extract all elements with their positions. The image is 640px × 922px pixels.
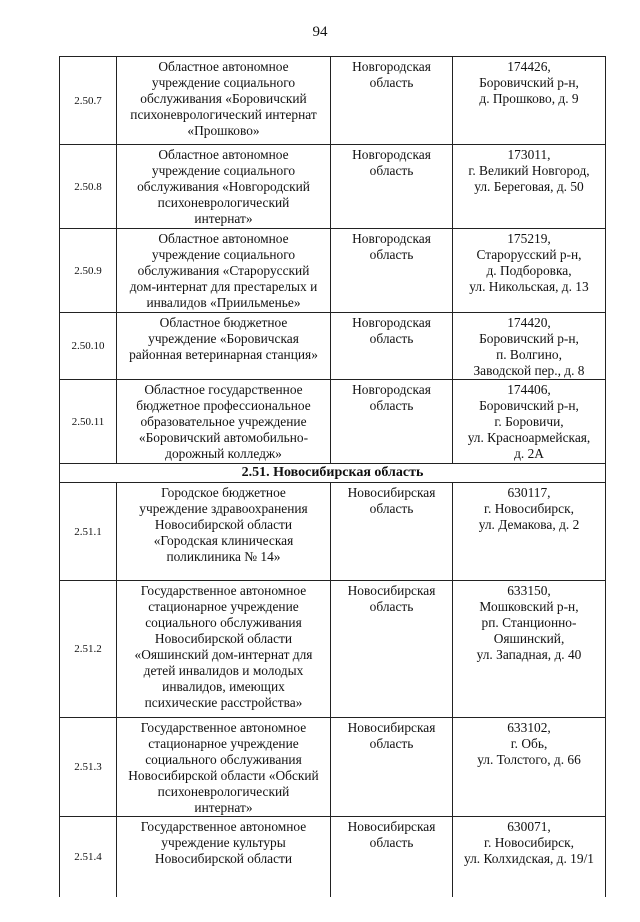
region-line: область xyxy=(369,163,414,178)
address-line: 630117, xyxy=(507,485,551,500)
organization-name-line: районная ветеринарная станция» xyxy=(129,347,318,362)
organization-name-line: социального обслуживания xyxy=(145,752,302,767)
organization-name-line: «Ояшинский дом-интернат для xyxy=(134,647,313,662)
address-line: Боровичский р-н, xyxy=(479,398,579,413)
region-line: Новгородская xyxy=(352,231,431,246)
organization-name-line: обслуживания «Старорусский xyxy=(137,263,310,278)
address-line: г. Обь, xyxy=(510,736,548,751)
organization-name-line: психоневрологический интернат xyxy=(130,107,317,122)
organization-name-line: Областное бюджетное xyxy=(159,315,288,330)
table-row xyxy=(60,581,606,718)
region-line: область xyxy=(369,736,414,751)
address xyxy=(453,229,606,313)
region xyxy=(331,718,453,817)
region-line: область xyxy=(369,835,414,850)
region-line: Новосибирская xyxy=(347,583,436,598)
region-line: область xyxy=(369,599,414,614)
organization-name xyxy=(117,483,331,581)
section-title: 2.51. Новосибирская область xyxy=(60,464,606,483)
organization-name-line: Городское бюджетное xyxy=(161,485,286,500)
table-row xyxy=(60,313,606,380)
address-line: Боровичский р-н, xyxy=(479,331,579,346)
organization-name-line: Государственное автономное xyxy=(140,720,307,735)
region xyxy=(331,483,453,581)
table-row xyxy=(60,57,606,145)
region xyxy=(331,380,453,464)
address-line: ул. Никольская, д. 13 xyxy=(469,279,589,294)
region-line: Новгородская xyxy=(352,315,431,330)
row-number: 2.50.9 xyxy=(60,229,117,313)
row-number: 2.50.7 xyxy=(60,57,117,145)
address-line: рп. Станционно- xyxy=(481,615,577,630)
address-line: г. Боровичи, xyxy=(494,414,564,429)
region-line: область xyxy=(369,398,414,413)
table-row xyxy=(60,718,606,817)
address-line: 173011, xyxy=(507,147,551,162)
address-line: Боровичский р-н, xyxy=(479,75,579,90)
organization-name xyxy=(117,229,331,313)
address xyxy=(453,145,606,229)
organization-name-line: Новосибирской области xyxy=(154,851,293,866)
region-line: область xyxy=(369,501,414,516)
organization-name-line: «Боровичский автомобильно- xyxy=(138,430,309,445)
region-line: область xyxy=(369,247,414,262)
address-line: 633102, xyxy=(507,720,551,735)
organization-name-line: инвалидов, имеющих xyxy=(162,679,285,694)
organization-name-line: учреждение социального xyxy=(151,163,296,178)
region xyxy=(331,229,453,313)
organization-name xyxy=(117,380,331,464)
organization-name xyxy=(117,718,331,817)
organizations-table xyxy=(59,56,606,897)
address-line: д. Прошково, д. 9 xyxy=(479,91,579,106)
address-line: 633150, xyxy=(507,583,551,598)
address xyxy=(453,817,606,897)
table-row xyxy=(60,817,606,897)
region xyxy=(331,145,453,229)
address-line: д. 2А xyxy=(514,446,544,461)
organization-name-line: «Прошково» xyxy=(187,123,260,138)
address-line: ул. Колхидская, д. 19/1 xyxy=(464,851,594,866)
organization-name-line: учреждение здравоохранения xyxy=(139,501,308,516)
organization-name-line: обслуживания «Боровичский xyxy=(140,91,307,106)
organization-name-line: бюджетное профессиональное xyxy=(136,398,311,413)
table-row xyxy=(60,483,606,581)
address-line: г. Новосибирск, xyxy=(484,501,574,516)
row-number: 2.50.10 xyxy=(60,313,117,380)
address-line: 175219, xyxy=(507,231,551,246)
address-line: 174420, xyxy=(507,315,551,330)
address-line: ул. Западная, д. 40 xyxy=(476,647,582,662)
organization-name-line: «Городская клиническая xyxy=(153,533,294,548)
row-number: 2.51.2 xyxy=(60,581,117,718)
organization-name-line: Областное автономное xyxy=(158,231,289,246)
organization-name-line: Областное автономное xyxy=(158,147,289,162)
organization-name-line: стационарное учреждение xyxy=(148,599,299,614)
organization-name-line: Областное автономное xyxy=(158,59,289,74)
organization-name-line: интернат» xyxy=(194,211,253,226)
address xyxy=(453,483,606,581)
region-line: область xyxy=(369,75,414,90)
organization-name-line: психоневрологический xyxy=(157,195,290,210)
organization-name-line: учреждение «Боровичская xyxy=(148,331,299,346)
address xyxy=(453,380,606,464)
organization-name-line: инвалидов «Приильменье» xyxy=(146,295,301,310)
region-line: Новосибирская xyxy=(347,720,436,735)
organization-name-line: стационарное учреждение xyxy=(148,736,299,751)
address-line: Заводской пер., д. 8 xyxy=(473,363,585,378)
address-line: 174406, xyxy=(507,382,551,397)
row-number: 2.50.8 xyxy=(60,145,117,229)
organization-name-line: детей инвалидов и молодых xyxy=(143,663,304,678)
organization-name xyxy=(117,817,331,897)
organization-name-line: Государственное автономное xyxy=(140,583,307,598)
address-line: ул. Береговая, д. 50 xyxy=(474,179,584,194)
organization-name xyxy=(117,145,331,229)
address xyxy=(453,57,606,145)
address-line: 630071, xyxy=(507,819,551,834)
table-row xyxy=(60,229,606,313)
organization-name xyxy=(117,57,331,145)
table-row xyxy=(60,145,606,229)
organization-name xyxy=(117,313,331,380)
region-line: Новгородская xyxy=(352,59,431,74)
organization-name xyxy=(117,581,331,718)
organization-name-line: Новосибирской области «Обский xyxy=(128,768,319,783)
row-number: 2.51.3 xyxy=(60,718,117,817)
address-line: Мошковский р-н, xyxy=(479,599,579,614)
region xyxy=(331,817,453,897)
organization-name-line: Государственное автономное xyxy=(140,819,307,834)
region-line: Новгородская xyxy=(352,147,431,162)
region-line: область xyxy=(369,331,414,346)
address-line: 174426, xyxy=(507,59,551,74)
region xyxy=(331,313,453,380)
address-line: г. Великий Новгород, xyxy=(468,163,590,178)
organization-name-line: интернат» xyxy=(194,800,253,815)
table-row xyxy=(60,380,606,464)
region-line: Новгородская xyxy=(352,382,431,397)
address-line: г. Новосибирск, xyxy=(484,835,574,850)
address xyxy=(453,718,606,817)
organization-name-line: дорожный колледж» xyxy=(165,446,282,461)
region xyxy=(331,581,453,718)
address-line: ул. Демакова, д. 2 xyxy=(478,517,580,532)
region-line: Новосибирская xyxy=(347,819,436,834)
address-line: ул. Красноармейская, xyxy=(467,430,591,445)
organization-name-line: Областное государственное xyxy=(144,382,303,397)
organization-name-line: дом-интернат для престарелых и xyxy=(129,279,318,294)
organization-name-line: учреждение социального xyxy=(151,75,296,90)
organization-name-line: образовательное учреждение xyxy=(140,414,307,429)
organization-name-line: обслуживания «Новгородский xyxy=(137,179,310,194)
row-number: 2.50.11 xyxy=(60,380,117,464)
address xyxy=(453,581,606,718)
row-number: 2.51.1 xyxy=(60,483,117,581)
organization-name-line: учреждение культуры xyxy=(161,835,286,850)
region-line: Новосибирская xyxy=(347,485,436,500)
organization-name-line: социального обслуживания xyxy=(145,615,302,630)
address-line: Старорусский р-н, xyxy=(476,247,582,262)
row-number: 2.51.4 xyxy=(60,817,117,897)
organization-name-line: Новосибирской области xyxy=(154,631,293,646)
section-header-row xyxy=(60,464,606,483)
address-line: п. Волгино, xyxy=(496,347,562,362)
address-line: Ояшинский, xyxy=(493,631,565,646)
address xyxy=(453,313,606,380)
organization-name-line: учреждение социального xyxy=(151,247,296,262)
region xyxy=(331,57,453,145)
organization-name-line: поликлиника № 14» xyxy=(166,549,281,564)
organization-name-line: психоневрологический xyxy=(157,784,290,799)
address-line: д. Подборовка, xyxy=(486,263,572,278)
address-line: ул. Толстого, д. 66 xyxy=(477,752,581,767)
organization-name-line: психические расстройства» xyxy=(144,695,303,710)
page-number: 94 xyxy=(312,24,328,40)
organization-name-line: Новосибирской области xyxy=(154,517,293,532)
